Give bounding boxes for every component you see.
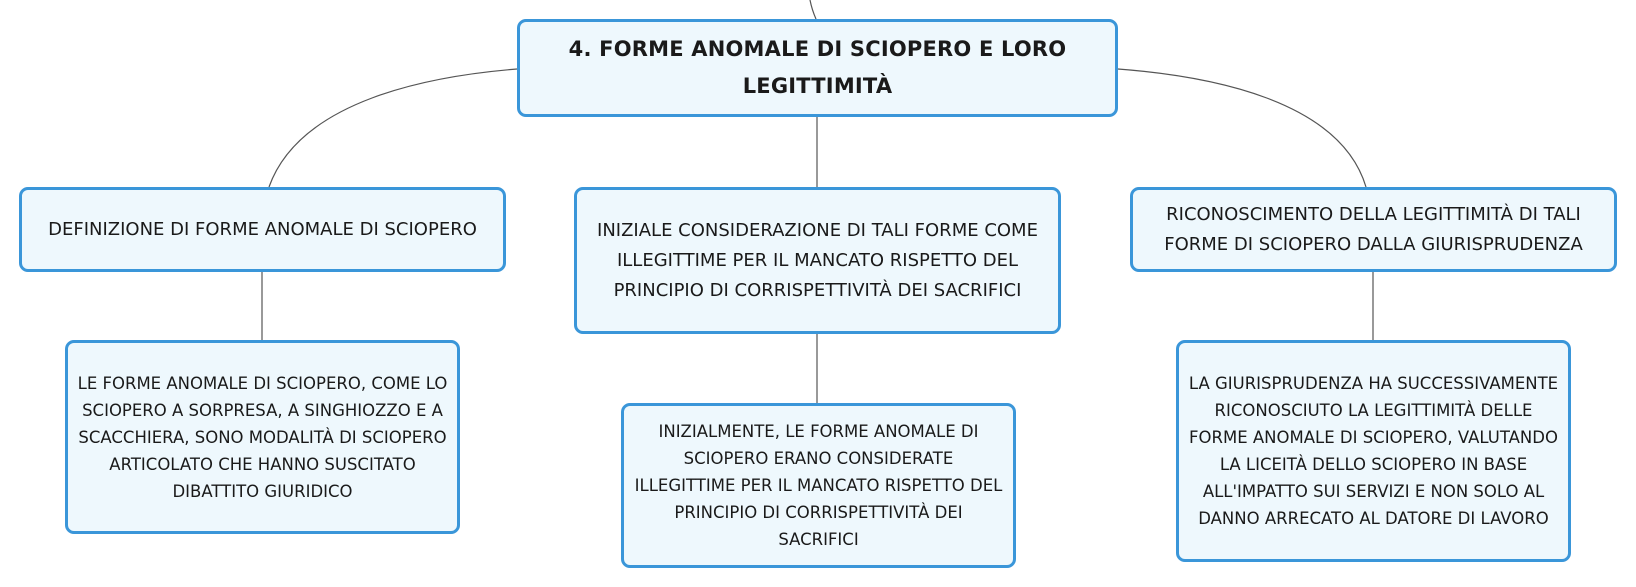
branch-definition-label: DEFINIZIONE DI FORME ANOMALE DI SCIOPERO — [48, 218, 477, 240]
leaf-jurisprudence-detail-text: LA GIURISPRUDENZA HA SUCCESSIVAMENTE RICONOSCIUTO LA LEGITTIMITÀ DELLE FORME ANOMALE DI SCIOPERO, VALUTANDO LA LICEITÀ DELLO SCIOPERO IN BASE ALL'IMPATTO SUI SERVIZI E NON SOLO AL DANNO ARRECATO AL DATORE DI LAVORO — [1188, 374, 1559, 528]
connector-root-to-branch-3 — [1118, 69, 1366, 187]
branch-jurisprudence-recognition-label: RICONOSCIMENTO DELLA LEGITTIMITÀ DI TALI FORME DI SCIOPERO DALLA GIURISPRUDENZA — [1164, 203, 1583, 255]
leaf-jurisprudence-detail[interactable] — [1176, 340, 1571, 562]
branch-definition[interactable] — [19, 187, 506, 272]
connector-parent-stub — [810, 0, 816, 19]
root-topic[interactable] — [517, 19, 1118, 117]
branch-initial-illegitimacy-label: INIZIALE CONSIDERAZIONE DI TALI FORME COME ILLEGITTIME PER IL MANCATO RISPETTO DEL PRINCIPIO DI CORRISPETTIVITÀ DEI SACRIFICI — [597, 219, 1038, 301]
root-topic-title: 4. FORME ANOMALE DI SCIOPERO E LORO LEGITTIMITÀ — [568, 37, 1067, 98]
leaf-definition-detail-text: LE FORME ANOMALE DI SCIOPERO, COME LO SCIOPERO A SORPRESA, A SINGHIOZZO E A SCACCHIERA, SONO MODALITÀ DI SCIOPERO ARTICOLATO CHE HANNO SUSCITATO DIBATTITO GIURIDICO — [77, 373, 448, 501]
branch-jurisprudence-recognition[interactable] — [1130, 187, 1617, 272]
leaf-initial-illegitimacy-detail[interactable] — [621, 403, 1016, 568]
connector-root-to-branch-1 — [269, 69, 517, 187]
branch-initial-illegitimacy[interactable] — [574, 187, 1061, 334]
leaf-definition-detail[interactable] — [65, 340, 460, 534]
leaf-initial-illegitimacy-detail-text: INIZIALMENTE, LE FORME ANOMALE DI SCIOPERO ERANO CONSIDERATE ILLEGITTIME PER IL MANCATO RISPETTO DEL PRINCIPIO DI CORRISPETTIVITÀ DEI SACRIFICI — [634, 422, 1003, 549]
